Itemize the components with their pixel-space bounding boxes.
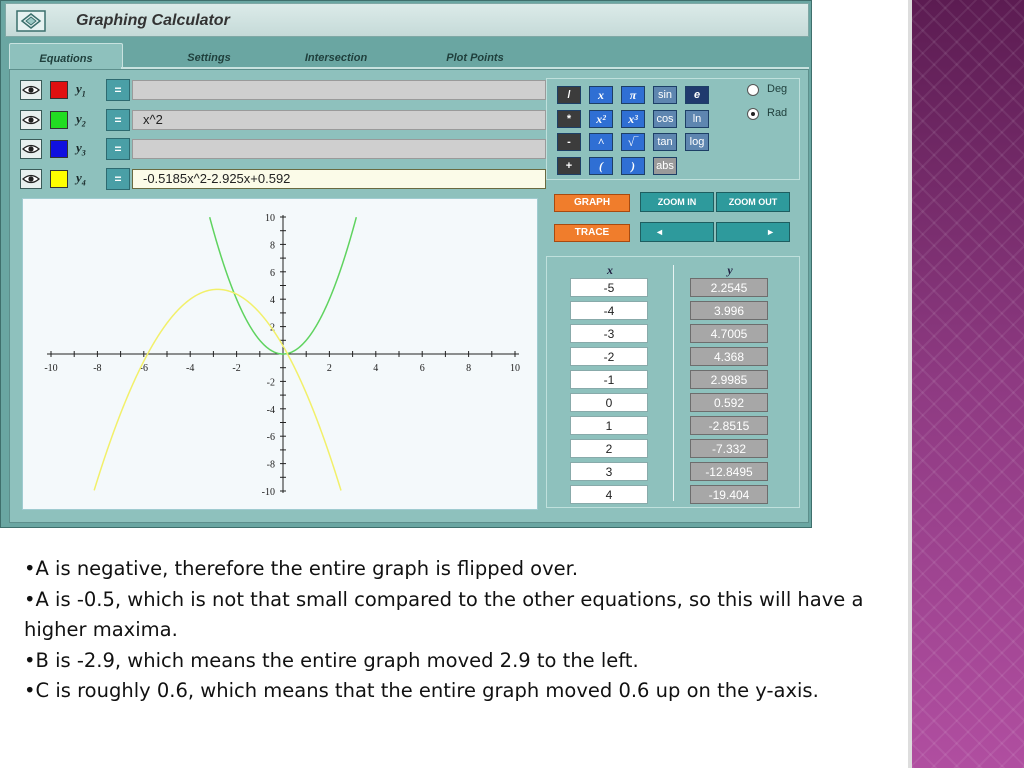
key-open-paren[interactable]: ( <box>589 157 613 175</box>
color-swatch-y2[interactable] <box>50 111 68 129</box>
values-table <box>546 256 800 508</box>
graph-area[interactable] <box>22 198 538 510</box>
eye-icon <box>21 81 41 99</box>
y-cell: -7.332 <box>690 439 768 458</box>
y-tick-label: 8 <box>270 240 275 252</box>
graph-plot <box>23 199 537 509</box>
key-e[interactable]: e <box>685 86 709 104</box>
x-tick-label: 2 <box>326 363 332 374</box>
color-swatch-y3[interactable] <box>50 140 68 158</box>
y-cell: 4.7005 <box>690 324 768 343</box>
x-column-header: x <box>607 263 613 277</box>
decorative-side-band <box>912 0 1024 768</box>
y-tick-label: 6 <box>270 267 275 279</box>
trace-button[interactable]: TRACE <box>554 224 630 242</box>
visibility-toggle-y2[interactable] <box>20 110 42 130</box>
y-tick-label: -2 <box>266 377 275 389</box>
y-tick-label: 2 <box>270 322 275 334</box>
y-cell: 0.592 <box>690 393 768 412</box>
x-tick-label: 6 <box>419 363 425 374</box>
equation-row-4 <box>20 168 540 190</box>
equations-panel <box>9 69 809 523</box>
x-tick-label: -8 <box>93 363 102 374</box>
equation-input-y3[interactable] <box>132 139 546 159</box>
y-cell: -2.8515 <box>690 416 768 435</box>
deg-radio[interactable] <box>747 84 759 96</box>
key-log[interactable]: log <box>685 133 709 151</box>
visibility-toggle-y3[interactable] <box>20 139 42 159</box>
equals-button-y2[interactable]: = <box>106 109 130 131</box>
y-cell: 4.368 <box>690 347 768 366</box>
eye-icon <box>21 111 41 129</box>
equation-input-y2[interactable]: x^2 <box>132 110 546 130</box>
x-cell[interactable]: 3 <box>570 462 648 481</box>
tab-bar <box>9 43 809 69</box>
x-cell[interactable]: 1 <box>570 416 648 435</box>
x-tick-label: -10 <box>44 363 58 374</box>
note-item: •C is roughly 0.6, which means that the entire graph moved 0.6 up on the y-axis. <box>24 679 819 702</box>
note-item: •B is -2.9, which means the entire graph moved 2.9 to the left. <box>24 648 639 672</box>
y-tick-label: -6 <box>266 432 275 444</box>
x-cell[interactable]: 4 <box>570 485 648 504</box>
x-tick-label: -2 <box>232 363 241 374</box>
equation-row-3 <box>20 138 540 160</box>
key-sqrt[interactable]: √‾ <box>621 133 645 151</box>
eye-icon <box>21 140 41 158</box>
equals-button-y3[interactable]: = <box>106 138 130 160</box>
key-pi[interactable]: π <box>621 86 645 104</box>
y-cell: -12.8495 <box>690 462 768 481</box>
rad-label: Rad <box>767 107 788 119</box>
x-cell[interactable]: 0 <box>570 393 648 412</box>
equals-button-y1[interactable]: = <box>106 79 130 101</box>
y-cell: 2.9985 <box>690 370 768 389</box>
key-cos[interactable]: cos <box>653 110 677 128</box>
color-swatch-y4[interactable] <box>50 170 68 188</box>
y-tick-label: -8 <box>266 459 275 471</box>
x-tick-label: 10 <box>510 363 520 374</box>
title-bar <box>5 3 809 37</box>
y1-label: $y_1$ <box>76 81 86 99</box>
graph-button[interactable]: GRAPH <box>554 194 630 212</box>
x-cell[interactable]: 2 <box>570 439 648 458</box>
x-tick-label: -4 <box>186 363 195 374</box>
x-cell[interactable]: -5 <box>570 278 648 297</box>
tab-plot-points[interactable]: Plot Points <box>446 52 504 64</box>
note-item: •A is -0.5, which is not that small compared to the other equations, so this will have a higher maxima. <box>24 587 864 641</box>
x-cell[interactable]: -3 <box>570 324 648 343</box>
zoom-in-button[interactable]: ZOOM IN <box>640 192 714 212</box>
tab-equations[interactable]: Equations <box>9 43 123 69</box>
equals-button-y4[interactable]: = <box>106 168 130 190</box>
key-multiply[interactable]: * <box>557 110 581 128</box>
y-column-header: y <box>727 263 733 277</box>
key-close-paren[interactable]: ) <box>621 157 645 175</box>
trace-right-button[interactable]: ► <box>716 222 790 242</box>
eye-icon <box>21 170 41 188</box>
y4-label: $y_4$ <box>76 170 86 188</box>
color-swatch-y1[interactable] <box>50 81 68 99</box>
explanation-notes <box>24 554 894 707</box>
equation-input-y4[interactable]: -0.5185x^2-2.925x+0.592 <box>132 169 546 189</box>
x-tick-label: 8 <box>466 363 472 374</box>
y-tick-label: 4 <box>270 295 275 307</box>
y3-label: $y_3$ <box>76 140 86 158</box>
equation-row-1 <box>20 79 540 101</box>
y-tick-label: -10 <box>261 487 275 498</box>
key-subtract[interactable]: - <box>557 133 581 151</box>
visibility-toggle-y4[interactable] <box>20 169 42 189</box>
deg-label: Deg <box>767 83 788 95</box>
tab-settings[interactable]: Settings <box>187 52 231 64</box>
app-title: Graphing Calculator <box>76 12 230 29</box>
rad-radio[interactable] <box>747 108 759 120</box>
key-tan[interactable]: tan <box>653 133 677 151</box>
y-cell: 2.2545 <box>690 278 768 297</box>
calculator-logo-icon <box>16 10 46 32</box>
x-cell[interactable]: -4 <box>570 301 648 320</box>
key-ln[interactable]: ln <box>685 110 709 128</box>
y2-label: $y_2$ <box>76 111 86 129</box>
equation-input-y1[interactable] <box>132 80 546 100</box>
key-abs[interactable]: abs <box>653 157 677 175</box>
series-curve-2 <box>94 289 341 490</box>
key-divide[interactable]: / <box>557 86 581 104</box>
y-cell: -19.404 <box>690 485 768 504</box>
x-tick-label: 4 <box>373 363 379 374</box>
table-divider <box>673 265 674 501</box>
visibility-toggle-y1[interactable] <box>20 80 42 100</box>
y-tick-label: -4 <box>266 404 275 416</box>
zoom-out-button[interactable]: ZOOM OUT <box>716 192 790 212</box>
note-item: •A is negative, therefore the entire graph is flipped over. <box>24 557 579 580</box>
equation-row-2 <box>20 109 540 131</box>
x-cell[interactable]: -1 <box>570 370 648 389</box>
x-cell[interactable]: -2 <box>570 347 648 366</box>
key-x[interactable]: x <box>589 86 613 104</box>
key-add[interactable]: + <box>557 157 581 175</box>
key-power[interactable]: ^ <box>589 133 613 151</box>
key-x-squared[interactable]: x² <box>589 110 613 128</box>
keypad-panel <box>546 78 800 180</box>
x-tick-label: -6 <box>139 363 148 374</box>
key-sin[interactable]: sin <box>653 86 677 104</box>
y-tick-label: 10 <box>265 213 275 224</box>
trace-left-button[interactable]: ◄ <box>640 222 714 242</box>
tab-intersection[interactable]: Intersection <box>304 52 368 64</box>
key-x-cubed[interactable]: x³ <box>621 110 645 128</box>
y-cell: 3.996 <box>690 301 768 320</box>
